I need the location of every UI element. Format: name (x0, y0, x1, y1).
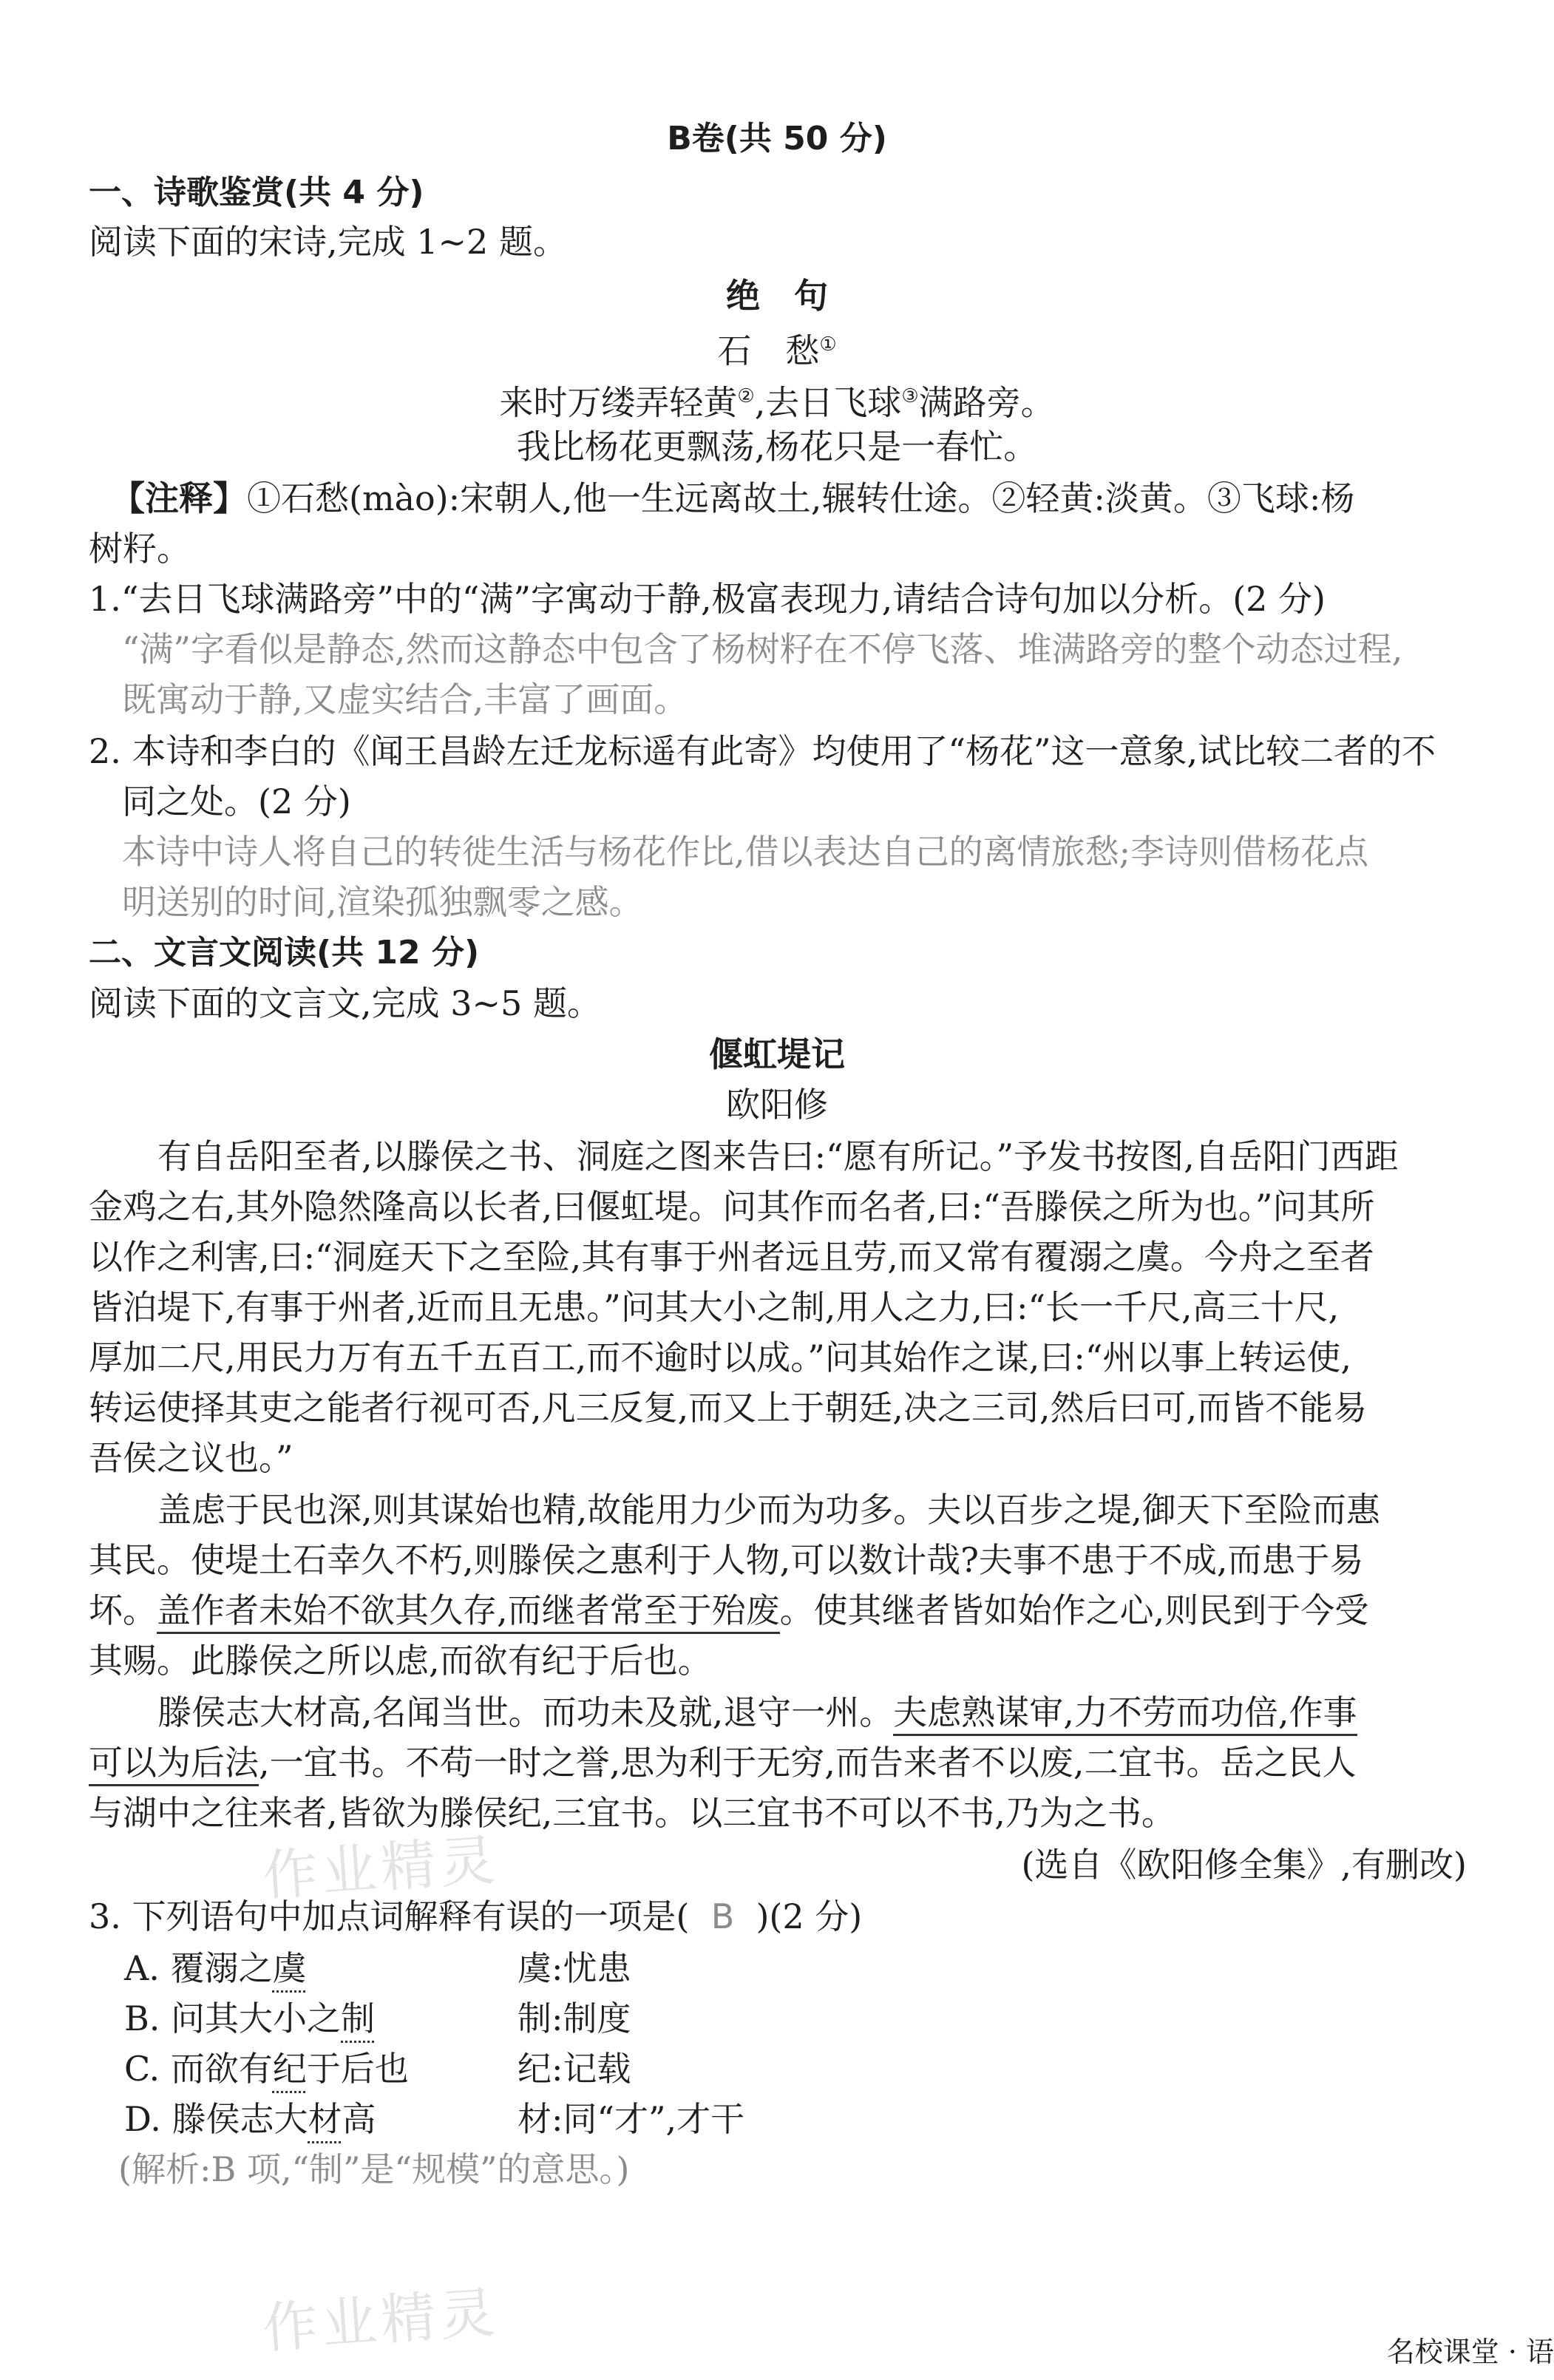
essay-p3-line: 与湖中之往来者,皆欲为滕侯纪,三宜书。以三宜书不可以不书,乃为之书。 (89, 1793, 1175, 1833)
essay-p2-line: 坏。盖作者未始不欲其久存,而继者常至于殆废。使其继者皆如始作之心,则民到于今受 (89, 1588, 1368, 1633)
section2-intro: 阅读下面的文言文,完成 3~5 题。 (89, 983, 601, 1023)
option-d: D. 滕侯志大材高 (124, 2099, 376, 2139)
essay-p1-line: 吾侯之议也。” (89, 1438, 294, 1478)
essay-author: 欧阳修 (726, 1085, 828, 1125)
watermark-logo: 作业精灵 (260, 2280, 502, 2362)
poem-notes: 【注释】①石愁(mào):宋朝人,他一生远离故土,辗转仕途。②轻黄:淡黄。③飞球:杨 (111, 478, 1355, 518)
essay-p1-line: 厚加二尺,用民力万有五千五百工,而不逾时以成。”问其始作之谋,曰:“州以事上转运使, (89, 1338, 1352, 1377)
watermark-logo: 作业精灵 (260, 1828, 502, 1909)
essay-p2-line: 其民。使堤土石幸久不朽,则滕侯之惠利于人物,可以数计哉?夫事不患于不成,而患于易 (89, 1540, 1364, 1580)
essay-p1-line: 以作之利害,曰:“洞庭天下之至险,其有事于州者远且劳,而又常有覆溺之虞。今舟之至者 (89, 1237, 1374, 1277)
page-footer: 名校课堂 · 语 (1386, 2336, 1554, 2368)
option-b: B. 问其大小之制 (124, 1998, 376, 2038)
answer-2-line-1: 本诗中诗人将自己的转徙生活与杨花作比,借以表达自己的离情旅愁;李诗则借杨花点 (122, 832, 1369, 872)
question-3: 3. 下列语句中加点词解释有误的一项是( B )(2 分) (89, 1894, 862, 1939)
exam-section-title: B卷(共 50 分) (667, 120, 887, 157)
essay-p3-line: 滕侯志大材高,名闻当世。而功未及就,退守一州。夫虑熟谋审,力不劳而功倍,作事 (157, 1690, 1357, 1735)
answer-3-explanation: (解析:B 项,“制”是“规模”的意思。) (118, 2149, 630, 2189)
answer-1-line-2: 既寓动于静,又虚实结合,丰富了画面。 (122, 679, 688, 719)
section1-intro: 阅读下面的宋诗,完成 1~2 题。 (89, 222, 567, 262)
option-a-gloss: 虞:忧患 (518, 1948, 631, 1988)
underlined-sentence: 可以为后法 (89, 1743, 259, 1786)
essay-p1-line: 皆泊堤下,有事于州者,近而且无患。”问其大小之制,用人之力,曰:“长一千尺,高三十尺, (89, 1287, 1340, 1327)
essay-p1-line: 转运使择其吏之能者行视可否,凡三反复,而又上于朝廷,决之三司,然后曰可,而皆不能易 (89, 1388, 1368, 1428)
answer-1-line-1: “满”字看似是静态,然而这静态中包含了杨树籽在不停飞落、堆满路旁的整个动态过程, (122, 629, 1403, 669)
answer-3: B (710, 1896, 735, 1936)
option-d-gloss: 材:同“才”,才干 (518, 2099, 745, 2139)
poem-author: 石 愁① (717, 330, 837, 371)
section2-heading: 二、文言文阅读(共 12 分) (89, 934, 480, 972)
underlined-sentence: 夫虑熟谋审,力不劳而功倍,作事 (893, 1692, 1357, 1736)
underlined-sentence: 盖作者未始不欲其久存,而继者常至于殆废 (157, 1590, 780, 1634)
poem-notes-cont: 树籽。 (89, 529, 191, 569)
question-2: 2. 本诗和李白的《闻王昌龄左迁龙标遥有此寄》均使用了“杨花”这一意象,试比较二者的不 (89, 731, 1436, 771)
essay-p1-line: 金鸡之右,其外隐然隆高以长者,曰偃虹堤。问其作而名者,曰:“吾滕侯之所为也。”问其所 (89, 1187, 1375, 1227)
question-2-cont: 同之处。(2 分) (122, 782, 351, 821)
section1-heading: 一、诗歌鉴赏(共 4 分) (89, 174, 424, 211)
essay-p2-line: 盖虑于民也深,则其谋始也精,故能用力少而为功多。夫以百步之堤,御天下至险而惠 (157, 1490, 1380, 1530)
essay-title: 偃虹堤记 (709, 1034, 845, 1074)
essay-p3-line: 可以为后法,一宜书。不苟一时之誉,思为利于无穷,而告来者不以废,二宜书。岳之民人 (89, 1740, 1357, 1785)
question-1: 1.“去日飞球满路旁”中的“满”字寓动于静,极富表现力,请结合诗句加以分析。(2 分) (89, 579, 1326, 619)
option-c-gloss: 纪:记载 (518, 2049, 631, 2089)
essay-p2-line: 其赐。此滕侯之所以虑,而欲有纪于后也。 (89, 1641, 712, 1681)
poem-title: 绝 句 (726, 276, 828, 316)
option-c: C. 而欲有纪于后也 (124, 2049, 409, 2089)
answer-2-line-2: 明送别的时间,渲染孤独飘零之感。 (122, 882, 643, 922)
essay-p1-line: 有自岳阳至者,以滕侯之书、洞庭之图来告曰:“愿有所记。”予发书按图,自岳阳门西距 (157, 1136, 1399, 1176)
poem-line-1: 来时万缕弄轻黄②,去日飞球③满路旁。 (499, 382, 1055, 423)
poem-line-2: 我比杨花更飘荡,杨花只是一春忙。 (516, 427, 1038, 467)
option-a: A. 覆溺之虞 (124, 1948, 307, 1988)
option-b-gloss: 制:制度 (518, 1998, 631, 2038)
essay-source: (选自《欧阳修全集》,有删改) (1021, 1845, 1467, 1885)
